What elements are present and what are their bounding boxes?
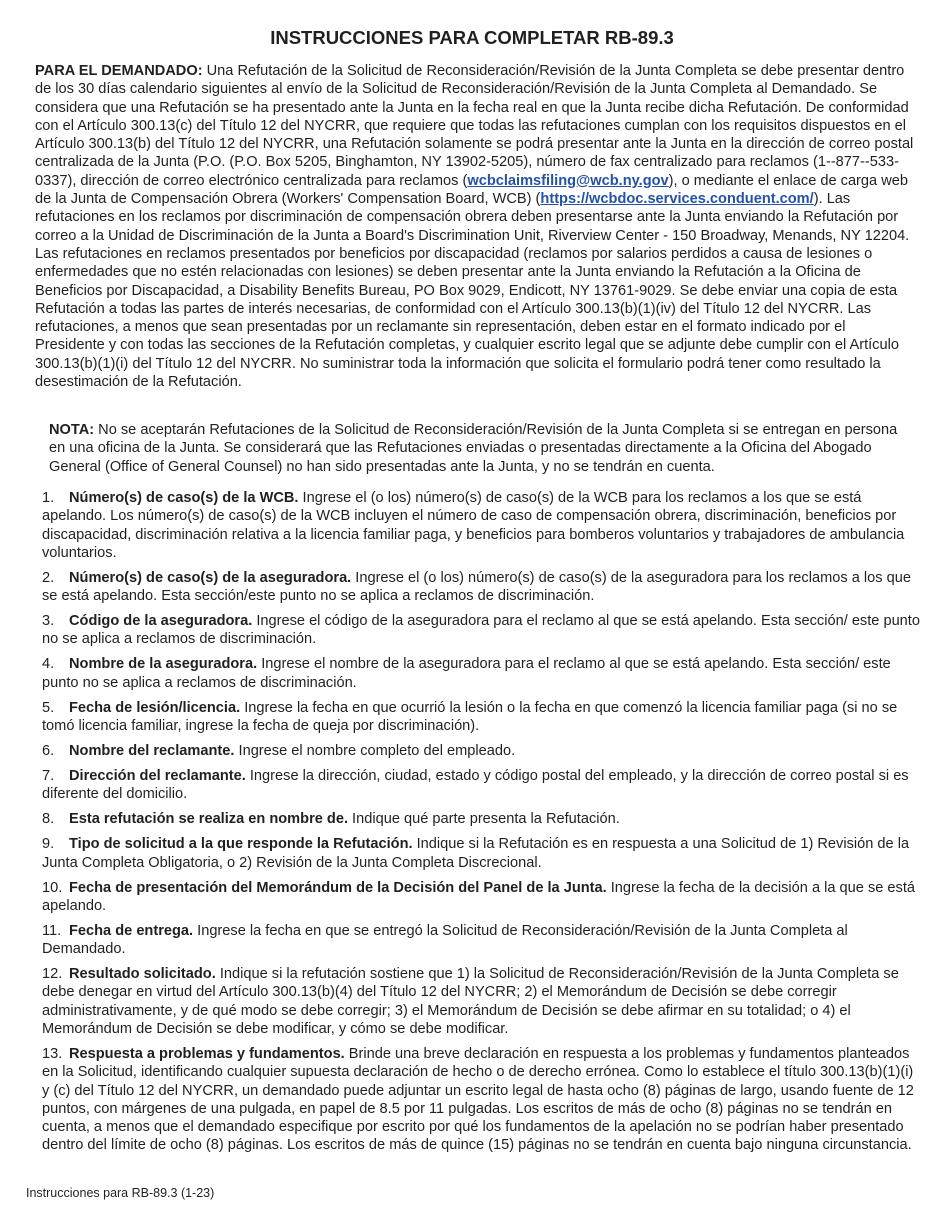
list-item — [42, 1045, 920, 1155]
item-heading: Esta refutación se realiza en nombre de. — [69, 811, 348, 828]
item-heading: Número(s) de caso(s) de la aseguradora. — [69, 569, 352, 586]
item-text: Ingrese el (o los) número(s) de caso(s) de la aseguradora para los reclamos a los que se está apelando. Esta sección/este punto no se aplica a reclamos de discriminación. — [42, 569, 911, 605]
item-heading: Fecha de presentación del Memorándum de la Decisión del Panel de la Junta. — [69, 879, 607, 896]
list-item — [42, 879, 920, 916]
item-text: Ingrese la fecha de la decisión a la que se está apelando. — [42, 879, 915, 914]
item-number: 2. — [42, 569, 55, 586]
intro-text-a: Una Refutación de la Solicitud de Reconsideración/Revisión de la Junta Completa se debe presentar dentro de los 30 días calendario siguientes al envío de la Solicitud de Reconsideración/Revisión de la Junta Completa al Demandado. Se considera que una Refutación se ha presentado ante la Junta en la fecha real en que la Junta recibe dicha Refutación. De conformidad con el Artículo 300.13(c) del Título 12 del NYCRR, que requiere que todas las refutaciones cumplan con los requisitos dispuestos en el Artículo 300.13(b) del Título 12 del NYCRR, una Refutación solamente se podrá presentar ante la Junta en la dirección de correo postal centralizada de la Junta (P.O. (P.O. Box 5205, Binghamton, NY 13902-5205), número de fax centralizado para reclamos (1--877--533-0337), dirección de correo electrónico centralizada para reclamos ( — [35, 63, 914, 189]
list-item — [42, 655, 920, 692]
item-heading: Fecha de lesión/licencia. — [69, 699, 241, 716]
item-heading: Respuesta a problemas y fundamentos. — [69, 1045, 345, 1062]
note-paragraph — [49, 421, 915, 476]
item-number: 12. — [42, 966, 63, 983]
item-heading: Tipo de solicitud a la que responde la Refutación. — [69, 836, 413, 853]
respondent-label: PARA EL DEMANDADO: — [35, 63, 203, 79]
list-item — [42, 569, 920, 606]
note-text: No se aceptarán Refutaciones de la Solicitud de Reconsideración/Revisión de la Junta Completa si se entregan en persona en una oficina de la Junta. Se considerará que las Refutaciones enviadas o presentadas directamente a la Oficina del Abogado General (Office of General Counsel) no han sido presentadas ante la Junta, y no se tendrán en cuenta. — [49, 422, 898, 475]
item-number: 1. — [42, 490, 55, 506]
item-text: Ingrese el (o los) número(s) de caso(s) de la WCB para los reclamos a los que se está apelando. Los número(s) de caso(s) de la WCB incluyen el número de caso de compensación obrera, discriminación, beneficios por discapacidad, discriminación relativa a la licencia familiar paga, y beneficios para bomberos voluntarios y trabajadores de ambulancia voluntarios. — [42, 490, 905, 561]
item-text: Indique si la refutación sostiene que 1) la Solicitud de Reconsideración/Revisión de la Junta Completa se debe denegar en virtud del Artículo 300.13(b)(4) del Título 12 del NYCRR; 2) el Memorándum de Decisión se debe corregir administrativamente, y de qué modo se debe corregir; 3) el Memorándum de Decisión se debe afirmar en su totalidad; o 4) el Memorándum de Decisión se debe modificar, y cómo se debe modificar. — [42, 966, 899, 1037]
list-item — [42, 965, 920, 1038]
item-number: 10. — [42, 879, 63, 896]
item-heading: Número(s) de caso(s) de la WCB. — [69, 490, 299, 506]
item-heading: Fecha de entrega. — [69, 922, 194, 939]
item-number: 7. — [42, 767, 55, 784]
item-number: 3. — [42, 613, 55, 630]
list-item — [42, 767, 920, 804]
item-text: Ingrese la dirección, ciudad, estado y código postal del empleado, y la dirección de correo postal si es diferente del domicilio. — [42, 767, 909, 803]
item-heading: Nombre del reclamante. — [69, 743, 235, 759]
note-label: NOTA: — [49, 422, 95, 438]
list-item — [42, 922, 920, 959]
item-number: 9. — [42, 836, 55, 853]
item-text: Ingrese el nombre de la aseguradora para el reclamo al que se está apelando. Esta sección/ este punto no se aplica a reclamos de discriminación. — [42, 656, 891, 691]
item-number: 11. — [42, 922, 62, 939]
intro-text-b: ), o mediante el enlace de carga web de la Junta de Compensación Obrera (Workers' Compensation Board, WCB) ( — [35, 172, 908, 208]
item-heading: Dirección del reclamante. — [69, 767, 246, 784]
list-item — [42, 489, 920, 562]
item-text: Brinde una breve declaración en respuesta a los problemas y fundamentos planteados en la Solicitud, identificando cualquier supuesta declaración de hecho o de derecho errónea. Como lo establece el título 300.13(b)(1)(i) y (c) del Título 12 del NYCRR, un demandado puede adjuntar un escrito legal de hasta ocho (8) páginas de largo, usando fuente de 12 puntos, con márgenes de una pulgada, en papel de 8.5 por 11 pulgadas. Los escritos de más de ocho (8) páginas no se tendrán en cuenta, a menos que el demandado especifique por escrito por qué los fundamentos de la apelación no se podrían haber presentado dentro del límite de ocho (8) páginas. Los escritos de más de quince (15) páginas no se tendrán en cuenta bajo ninguna circunstancia. — [42, 1045, 914, 1154]
list-item — [42, 835, 920, 872]
item-heading: Nombre de la aseguradora. — [69, 656, 258, 673]
item-text: Ingrese la fecha en que se entregó la Solicitud de Reconsideración/Revisión de la Junta Completa al Demandado. — [42, 922, 848, 958]
page-title: INSTRUCCIONES PARA COMPLETAR RB-89.3 — [270, 27, 674, 48]
item-text: Ingrese el código de la aseguradora para el reclamo al que se está apelando. Esta sección/ este punto no se aplica a reclamos de discriminación. — [42, 613, 920, 648]
instruction-list — [42, 489, 920, 1161]
item-number: 13. — [42, 1045, 63, 1062]
item-number: 5. — [42, 699, 55, 716]
item-heading: Resultado solicitado. — [69, 966, 216, 983]
item-number: 4. — [42, 656, 55, 673]
list-item — [42, 742, 920, 760]
list-item — [42, 612, 920, 649]
footer-form-id: Instrucciones para RB-89.3 (1-23) — [26, 1186, 215, 1200]
item-text: Ingrese el nombre completo del empleado. — [234, 743, 516, 759]
item-text: Indique qué parte presenta la Refutación. — [348, 811, 620, 828]
respondent-instructions — [35, 62, 915, 391]
upload-url-link[interactable]: https://wcbdoc.services.conduent.com/ — [540, 191, 814, 208]
intro-text-c: ). Las refutaciones en los reclamos por discriminación de compensación obrera deben presentarse ante la Junta enviando la Refutación por correo a la Unidad de Discriminación de la Junta a Board's Discrimination Unit, Riverview Center - 150 Broadway, Menands, NY 12204. Las refutaciones en reclamos presentados por beneficios por discapacidad (reclamos por salarios perdidos a causa de lesiones o enfermedades que no estén relacionadas con lesiones) se deben presentar ante la Junta enviando la Refutación a la Oficina de Beneficios por Discapacidad, a Disability Benefits Bureau, PO Box 9029, Endicott, NY 13761-9029. Se debe enviar una copia de esta Refutación a todas las partes de interés necesarias, de conformidad con el Artículo 300.13(b)(1)(iv) del Título 12 del NYCRR. Las refutaciones, a menos que sean presentadas por un reclamante sin representación, deben estar en el formato indicado por el Presidente y con todas las secciones de la Refutación completas, y cualquier escrito legal que se adjunte debe cumplir con el Artículo 300.13(b)(1)(i) del Título 12 del NYCRR. No suministrar toda la información que solicita el formulario podrá tener como resultado la desestimación de la Refutación. — [35, 191, 910, 391]
item-text: Indique si la Refutación es en respuesta a una Solicitud de 1) Revisión de la Junta Completa Obligatoria, o 2) Revisión de la Junta Completa Discrecional. — [42, 836, 910, 871]
email-link[interactable]: wcbclaimsfiling@wcb.ny.gov — [467, 172, 669, 189]
item-number: 8. — [42, 811, 55, 828]
item-text: Ingrese la fecha en que ocurrió la lesión o la fecha en que comenzó la licencia familiar paga (si no se tomó licencia familiar, ingrese la fecha de queja por discriminación). — [42, 699, 898, 735]
list-item — [42, 699, 920, 736]
item-number: 6. — [42, 743, 55, 759]
item-heading: Código de la aseguradora. — [69, 613, 253, 630]
list-item — [42, 810, 920, 828]
